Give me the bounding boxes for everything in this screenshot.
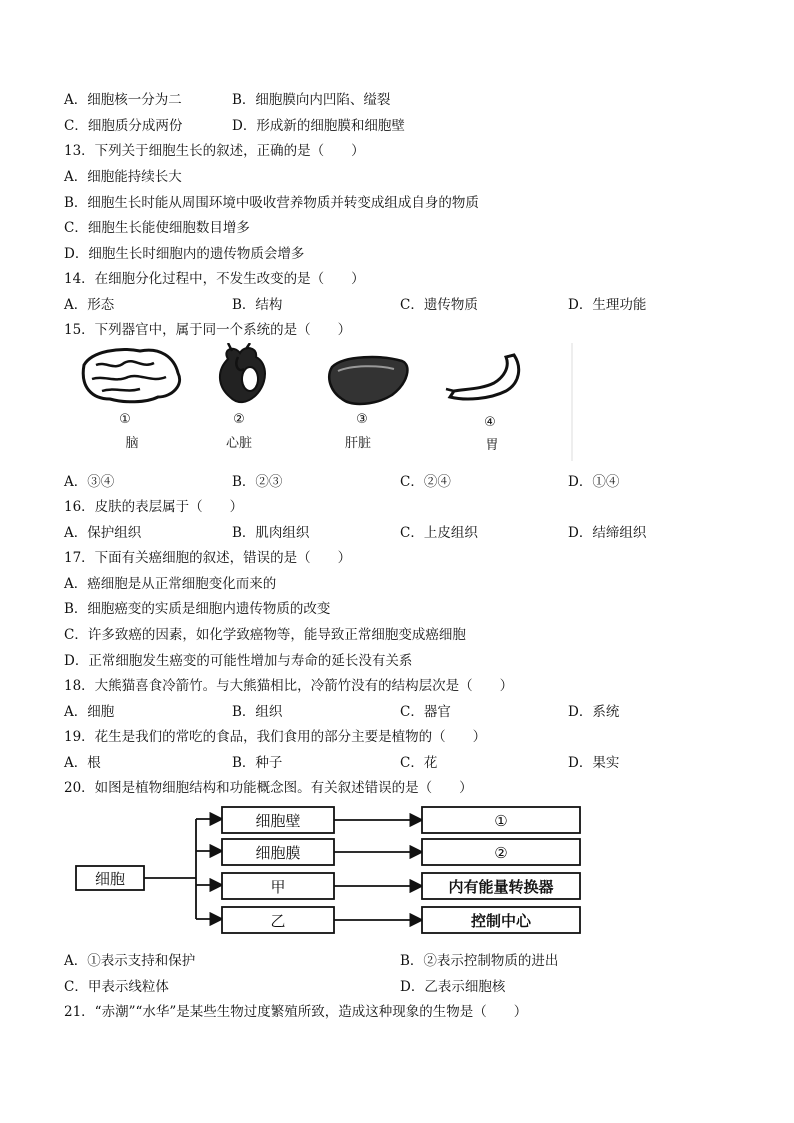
organ-name-2: 心脏 — [225, 436, 253, 451]
q17-option-d: D．正常细胞发生癌变的可能性增加与寿命的延长没有关系 — [64, 653, 413, 669]
q18-stem: 18．大熊猫喜食冷箭竹。与大熊猫相比，冷箭竹没有的结构层次是（ ） — [64, 678, 514, 694]
q16-option-c: C．上皮组织 — [400, 525, 478, 541]
q19-option-c: C．花 — [400, 755, 438, 771]
brain-image — [83, 350, 179, 402]
q16-option-b: B．肌肉组织 — [232, 525, 310, 541]
q18-option-c: C．器官 — [400, 704, 451, 720]
organ-num-1: ① — [119, 412, 131, 427]
q13-option-c: C．细胞生长能使细胞数目增多 — [64, 220, 250, 236]
organ-name-4: 胃 — [485, 438, 499, 453]
diagram-label-cell-wall: 细胞壁 — [255, 812, 301, 830]
organ-num-3: ③ — [356, 412, 368, 427]
q14-option-b: B．结构 — [232, 297, 283, 313]
q13-option-d: D．细胞生长时细胞内的遗传物质会增多 — [64, 246, 305, 262]
q20-option-c: C．甲表示线粒体 — [64, 979, 169, 995]
diagram-label-yi: 乙 — [270, 912, 286, 930]
q19-option-b: B．种子 — [232, 755, 283, 771]
q15-stem: 15．下列器官中，属于同一个系统的是（ ） — [64, 322, 352, 338]
q13-option-b: B．细胞生长时能从周围环境中吸收营养物质并转变成组成自身的物质 — [64, 195, 479, 211]
q16-stem: 16．皮肤的表层属于（ ） — [64, 499, 244, 515]
q14-option-c: C．遗传物质 — [400, 297, 478, 313]
q18-option-d: D．系统 — [568, 704, 620, 720]
diagram-label-control: 控制中心 — [470, 912, 532, 930]
q14-stem: 14．在细胞分化过程中，不发生改变的是（ ） — [64, 271, 365, 287]
heart-image — [220, 343, 265, 402]
q18-option-a: A．细胞 — [64, 704, 115, 720]
q16-option-a: A．保护组织 — [64, 525, 142, 541]
organ-figure — [62, 343, 582, 468]
q21-stem: 21．“赤潮”“水华”是某些生物过度繁殖所致，造成这种现象的生物是（ ） — [64, 1004, 528, 1020]
q14-option-d: D．生理功能 — [568, 297, 647, 313]
q13-stem: 13．下列关于细胞生长的叙述，正确的是（ ） — [64, 143, 365, 159]
q12-option-d: D．形成新的细胞膜和细胞壁 — [232, 118, 405, 134]
q19-stem: 19．花生是我们的常吃的食品，我们食用的部分主要是植物的（ ） — [64, 729, 487, 745]
q15-option-d: D．①④ — [568, 474, 620, 490]
diagram-label-2: ② — [494, 844, 508, 862]
q20-option-b: B．②表示控制物质的进出 — [400, 953, 559, 969]
cell-concept-diagram — [70, 801, 590, 941]
stomach-image — [446, 355, 519, 399]
q19-option-d: D．果实 — [568, 755, 620, 771]
q15-option-a: A．③④ — [64, 474, 115, 490]
organ-name-3: 肝脏 — [344, 436, 372, 451]
q13-option-a: A．细胞能持续长大 — [64, 169, 182, 185]
diagram-root-label: 细胞 — [94, 870, 126, 888]
q12-option-c: C．细胞质分成两份 — [64, 118, 183, 134]
q17-option-b: B．细胞癌变的实质是细胞内遗传物质的改变 — [64, 601, 331, 617]
q19-option-a: A．根 — [64, 755, 101, 771]
organ-num-2: ② — [233, 412, 245, 427]
diagram-label-energy: 内有能量转换器 — [448, 878, 554, 896]
q12-option-a: A．细胞核一分为二 — [64, 92, 182, 108]
q20-stem: 20．如图是植物细胞结构和功能概念图。有关叙述错误的是（ ） — [64, 780, 473, 796]
organ-num-4: ④ — [484, 415, 496, 430]
q14-option-a: A．形态 — [64, 297, 115, 313]
q15-option-b: B．②③ — [232, 474, 283, 490]
q15-option-c: C．②④ — [400, 474, 451, 490]
q17-option-c: C．许多致癌的因素，如化学致癌物等，能导致正常细胞变成癌细胞 — [64, 627, 466, 643]
q20-option-d: D．乙表示细胞核 — [400, 979, 506, 995]
q18-option-b: B．组织 — [232, 704, 283, 720]
q20-option-a: A．①表示支持和保护 — [64, 953, 196, 969]
organ-name-1: 脑 — [125, 436, 139, 451]
liver-image — [329, 357, 407, 404]
diagram-label-1: ① — [494, 812, 508, 830]
diagram-label-jia: 甲 — [270, 878, 286, 896]
q17-stem: 17．下面有关癌细胞的叙述，错误的是（ ） — [64, 550, 352, 566]
diagram-label-cell-membrane: 细胞膜 — [255, 844, 301, 862]
q12-option-b: B．细胞膜向内凹陷、缢裂 — [232, 92, 391, 108]
q17-option-a: A．癌细胞是从正常细胞变化而来的 — [64, 576, 277, 592]
q16-option-d: D．结缔组织 — [568, 525, 647, 541]
